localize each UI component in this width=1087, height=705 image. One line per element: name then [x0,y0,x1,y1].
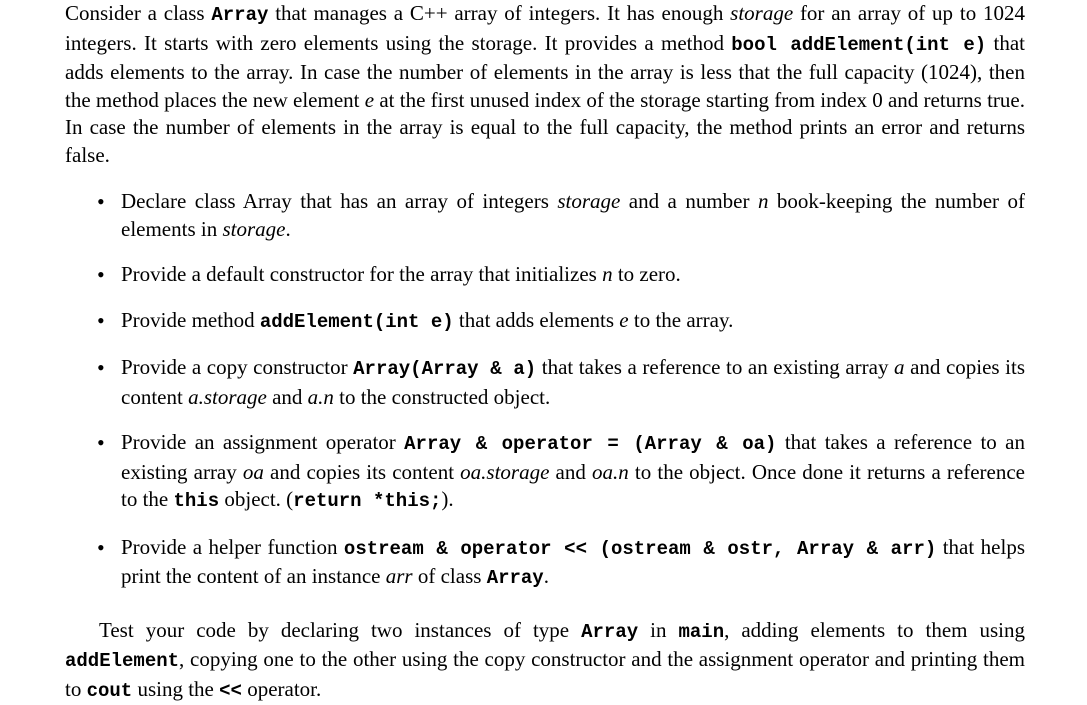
italic-term: storage [222,217,285,241]
italic-term: n [758,189,769,213]
intro-text: at the first unused index of the storage starting from index 0 and returns true. In case the number of elements in the array is equal to the full capacity, the method prints an error and returns false. [65,88,1025,167]
closing-text: in [638,618,678,642]
list-item [121,188,1025,243]
item-text: Declare class Array that has an array of integers [121,189,557,213]
item-text: Provide a copy constructor [121,355,353,379]
closing-paragraph [65,617,1025,705]
closing-text: using the [132,677,219,701]
closing-text: Test your code by declaring two instances of type [99,618,581,642]
inline-code: ostream & operator << (ostream & ostr, Array & arr) [344,538,936,560]
item-text: Provide an assignment operator [121,430,404,454]
inline-code: addElement(int e) [260,311,454,333]
intro-text: that manages a C++ array of integers. It has enough [268,1,730,25]
inline-code: main [679,621,725,643]
italic-term: e [365,88,374,112]
bullet-icon: • [97,429,105,457]
inline-code: this [174,490,220,512]
document-page [65,0,1025,705]
item-text: Provide method [121,308,260,332]
italic-term: n [602,262,613,286]
item-text: and copies its content [121,355,1025,409]
inline-code: cout [87,680,133,702]
inline-code: << [219,680,242,702]
intro-paragraph [65,0,1025,169]
item-text: of class [413,564,487,588]
item-text: object. ( [219,487,293,511]
italic-term: e [619,308,628,332]
italic-term: storage [730,1,793,25]
item-text: and [549,460,592,484]
item-text: to the object. Once done it returns a reference to the [121,460,1025,512]
italic-term: oa.storage [460,460,549,484]
list-item [121,534,1025,593]
closing-text: operator. [242,677,321,701]
intro-text: for an array of up to 1024 integers. It starts with zero elements using the storage. It provides a method [65,1,1025,55]
closing-text: , adding elements to them using [724,618,1025,642]
closing-text: , copying one to the other using the copy constructor and the assignment operator and printing them to [65,647,1025,701]
item-text: Provide a helper function [121,535,344,559]
item-text: to the constructed object. [334,385,550,409]
item-text: ). [441,487,453,511]
item-text: that helps print the content of an instance [121,535,1025,589]
item-text: that takes a reference to an existing array [121,430,1025,484]
item-text: that takes a reference to an existing array [536,355,894,379]
inline-code: Array [487,567,544,589]
list-item [121,307,1025,337]
italic-term: a [894,355,905,379]
item-text: to zero. [613,262,681,286]
item-text: book-keeping the number of elements in [121,189,1025,241]
italic-term: a.n [308,385,334,409]
list-item [121,354,1025,411]
inline-code: addElement [65,650,179,672]
inline-code: Array(Array & a) [353,358,536,380]
inline-code: return *this; [293,490,441,512]
italic-term: a.storage [188,385,267,409]
item-text: and [267,385,308,409]
bullet-icon: • [97,534,105,562]
inline-code: bool addElement(int e) [731,34,986,56]
item-text: and a number [620,189,758,213]
item-text: and copies its content [264,460,460,484]
bullet-icon: • [97,307,105,335]
item-text: that adds elements [454,308,620,332]
list-item [121,429,1025,516]
item-text: . [544,564,549,588]
bullet-icon: • [97,354,105,382]
italic-term: oa [243,460,264,484]
intro-text: that adds elements to the array. In case the number of elements in the array is less that the full capacity (1024), then the method places the new element [65,31,1025,112]
italic-term: oa.n [592,460,629,484]
list-item [121,261,1025,289]
italic-term: storage [557,189,620,213]
inline-code: Array [211,4,268,26]
inline-code: Array [581,621,638,643]
intro-text: Consider a class [65,1,211,25]
bullet-icon: • [97,261,105,289]
item-text: to the array. [629,308,734,332]
bullet-icon: • [97,188,105,216]
inline-code: Array & operator = (Array & oa) [404,433,776,455]
item-text: Provide a default constructor for the array that initializes [121,262,602,286]
italic-term: arr [386,564,413,588]
task-list [65,188,1025,593]
item-text: . [285,217,290,241]
